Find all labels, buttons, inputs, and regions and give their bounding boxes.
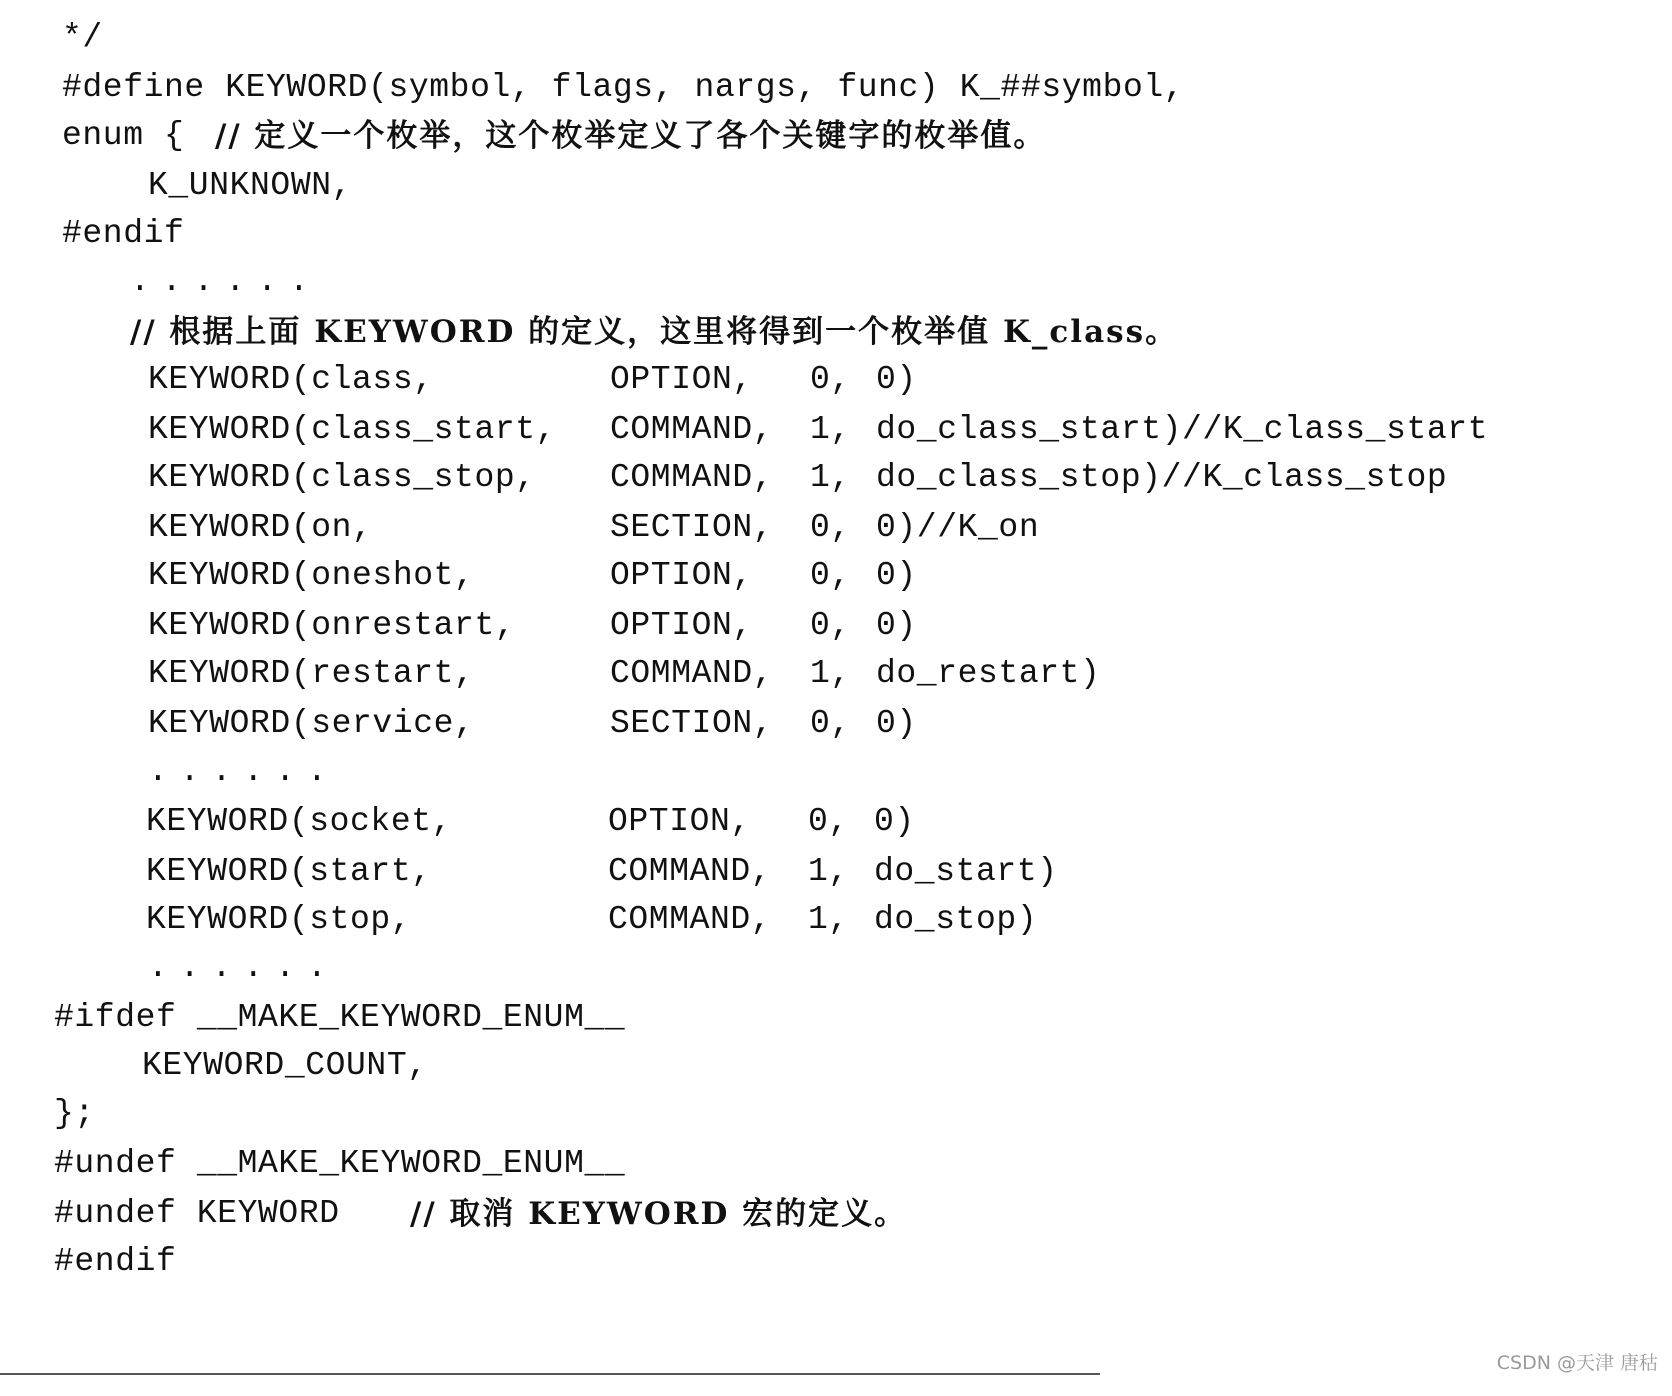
code-line [0, 942, 339, 994]
keyword-row [0, 648, 1101, 700]
keyword-func: 0) [874, 803, 915, 840]
keyword-row [0, 894, 1038, 946]
code-line [0, 1040, 428, 1092]
enum-comment: // 定义一个枚举，这个枚举定义了各个关键字的枚举值。 [215, 118, 1047, 154]
keyword-flag: OPTION, [610, 361, 753, 398]
keyword-name: KEYWORD(oneshot, [148, 557, 475, 594]
keyword-row [0, 502, 1040, 554]
keyword-flag: OPTION, [610, 557, 753, 594]
comment-close: */ [62, 19, 103, 56]
keyword-row [0, 452, 1448, 504]
keyword-name: KEYWORD(restart, [148, 655, 475, 692]
keyword-func: 0) [876, 607, 917, 644]
keyword-func: do_restart) [876, 655, 1101, 692]
keyword-nargs: 0, [810, 557, 851, 594]
keyword-name: KEYWORD(class_start, [148, 411, 557, 448]
endif-directive: #endif [62, 215, 185, 252]
code-line [0, 256, 321, 308]
keyword-flag: COMMAND, [610, 655, 774, 692]
code-line [0, 110, 1047, 162]
code-line [0, 992, 626, 1044]
define-macro-line: #define KEYWORD(symbol, flags, nargs, func) K_##symbol, [62, 69, 1185, 106]
csdn-watermark: CSDN @天津 唐秙 [1496, 1352, 1658, 1374]
keyword-row [0, 600, 917, 652]
keyword-row [0, 846, 1058, 898]
code-line [0, 160, 353, 212]
keyword-name: KEYWORD(socket, [146, 803, 453, 840]
keyword-name: KEYWORD(service, [148, 705, 475, 742]
keyword-name: KEYWORD(start, [146, 853, 432, 890]
keyword-nargs: 1, [808, 853, 849, 890]
enum-close: }; [54, 1095, 95, 1132]
keyword-nargs: 0, [808, 803, 849, 840]
keyword-nargs: 0, [810, 705, 851, 742]
class-comment: // 根据上面 KEYWORD 的定义，这里将得到一个枚举值 K_class。 [130, 314, 1179, 350]
keyword-row [0, 354, 917, 406]
keyword-nargs: 1, [810, 655, 851, 692]
ellipsis: ...... [148, 753, 339, 790]
keyword-func: do_stop) [874, 901, 1038, 938]
bottom-divider [0, 1373, 1100, 1375]
code-line [0, 208, 185, 260]
keyword-func: 0)//K_on [876, 509, 1040, 546]
keyword-flag: SECTION, [610, 509, 774, 546]
enum-open: enum { [62, 117, 205, 154]
keyword-flag: COMMAND, [610, 411, 774, 448]
keyword-func: do_class_stop)//K_class_stop [876, 459, 1448, 496]
ellipsis: ...... [130, 263, 321, 300]
keyword-func: 0) [876, 557, 917, 594]
code-line [0, 1188, 908, 1240]
keyword-nargs: 1, [810, 459, 851, 496]
undef-keyword-directive: #undef KEYWORD [54, 1195, 361, 1232]
ellipsis: ...... [148, 949, 339, 986]
keyword-nargs: 1, [808, 901, 849, 938]
keyword-func: 0) [876, 705, 917, 742]
keyword-name: KEYWORD(onrestart, [148, 607, 516, 644]
keyword-flag: COMMAND, [608, 901, 772, 938]
keyword-row [0, 796, 915, 848]
endif-directive: #endif [54, 1243, 177, 1280]
keyword-flag: COMMAND, [610, 459, 774, 496]
keyword-flag: OPTION, [610, 607, 753, 644]
keyword-flag: COMMAND, [608, 853, 772, 890]
code-line [0, 62, 1185, 114]
code-line [0, 12, 103, 64]
code-line [0, 746, 339, 798]
undef-comment: // 取消 KEYWORD 宏的定义。 [410, 1196, 908, 1232]
code-line [0, 1138, 626, 1190]
keyword-name: KEYWORD(on, [148, 509, 373, 546]
keyword-name: KEYWORD(class_stop, [148, 459, 536, 496]
undef-enum-directive: #undef __MAKE_KEYWORD_ENUM__ [54, 1145, 626, 1182]
keyword-row [0, 550, 917, 602]
keyword-nargs: 1, [810, 411, 851, 448]
keyword-nargs: 0, [810, 509, 851, 546]
keyword-nargs: 0, [810, 607, 851, 644]
ifdef-directive: #ifdef __MAKE_KEYWORD_ENUM__ [54, 999, 626, 1036]
keyword-nargs: 0, [810, 361, 851, 398]
code-line [0, 1236, 177, 1288]
keyword-row [0, 698, 917, 750]
keyword-func: do_start) [874, 853, 1058, 890]
keyword-flag: SECTION, [610, 705, 774, 742]
code-line [0, 306, 1179, 358]
keyword-row [0, 404, 1489, 456]
k-unknown: K_UNKNOWN, [148, 167, 353, 204]
keyword-func: 0) [876, 361, 917, 398]
keyword-name: KEYWORD(stop, [146, 901, 412, 938]
keyword-func: do_class_start)//K_class_start [876, 411, 1489, 448]
keyword-flag: OPTION, [608, 803, 751, 840]
code-line [0, 1088, 95, 1140]
keyword-name: KEYWORD(class, [148, 361, 434, 398]
keyword-count: KEYWORD_COUNT, [142, 1047, 428, 1084]
